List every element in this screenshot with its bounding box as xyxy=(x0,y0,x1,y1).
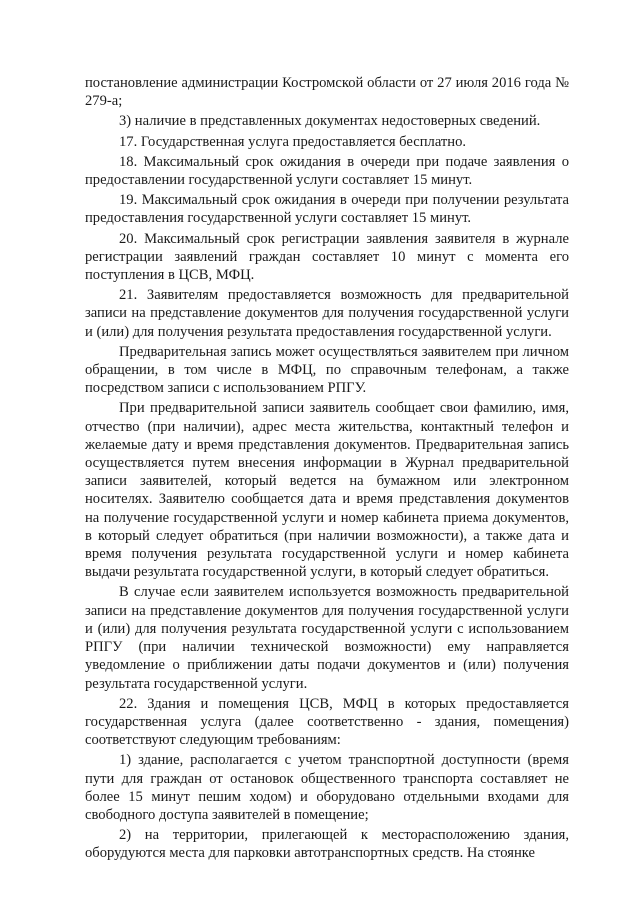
document-page xyxy=(85,74,569,865)
paragraph-18: 18. Максимальный срок ожидания в очереди при подаче заявления о предоставлении государственной услуги составляет 15 минут. xyxy=(85,153,569,189)
paragraph-21-preliminary-record: Предварительная запись может осуществляться заявителем при личном обращении, в том числе в МФЦ, по справочным телефонам, а также посредством записи с использованием РПГУ. xyxy=(85,343,569,397)
paragraph-22: 22. Здания и помещения ЦСВ, МФЦ в которых предоставляется государственная услуга (далее соответственно - здания, помещения) соответствуют следующим требованиям: xyxy=(85,695,569,749)
paragraph-22-item-1: 1) здание, располагается с учетом транспортной доступности (время пути для граждан от остановок общественного транспорта составляет не более 15 минут пешим ходом) и оборудовано отдельными входами для свободного доступа заявителей в помещение; xyxy=(85,752,569,823)
paragraph-21: 21. Заявителям предоставляется возможность для предварительной записи на представление документов для получения государственной услуги и (или) для получения результата предоставления государственной услуги. xyxy=(85,287,569,340)
paragraph-22-item-2: 2) на территории, прилегающей к месторасположению здания, оборудуются места для парковки автотранспортных средств. На стоянке xyxy=(85,827,569,862)
paragraph-19: 19. Максимальный срок ожидания в очереди при получении результата предоставления государственной услуги составляет 15 минут. xyxy=(85,192,569,227)
paragraph-21-notification: В случае если заявителем используется возможность предварительной записи на представление документов для получения государственной услуги и (или) для получения результата государственной услуги с использованием РПГУ (при наличии технической возможности) ему направляется уведомление о приближении даты подачи документов и (или) получения результата государственной услуги. xyxy=(85,584,569,692)
paragraph-20: 20. Максимальный срок регистрации заявления заявителя в журнале регистрации заявлений граждан составляет 10 минут с момента его поступления в ЦСВ, МФЦ. xyxy=(85,230,569,284)
paragraph-item-3: 3) наличие в представленных документах недостоверных сведений. xyxy=(119,113,541,130)
paragraph-17: 17. Государственная услуга предоставляется бесплатно. xyxy=(119,133,467,150)
paragraph-continuation: постановление администрации Костромской области от 27 июля 2016 года № 279-а; xyxy=(85,75,569,110)
paragraph-21-record-details: При предварительной записи заявитель сообщает свои фамилию, имя, отчество (при наличии), адрес места жительства, контактный телефон и желаемые дату и время представления документов. Предварительная запись осуществляется путем внесения информации в Журнал предварительной записи заявителей, который ведется на бумажном или электронном носителях. Заявителю сообщается дата и время представления документов на получение государственной услуги и номер кабинета приема документов, в который следует обратиться (при наличии возможности), а также дата и время получения результата государственной услуги и номер кабинета выдачи результата государственной услуги, в который следует обратиться. xyxy=(85,400,569,581)
